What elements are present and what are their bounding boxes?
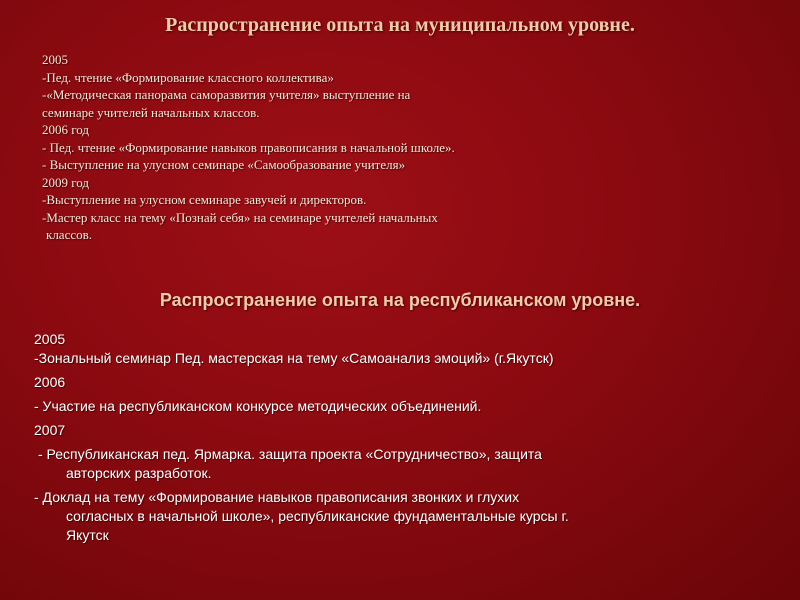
- municipal-experience-list: [42, 51, 662, 244]
- municipal-line: 2006 год: [42, 122, 89, 137]
- municipal-line: 2009 год: [42, 174, 89, 190]
- republic-level-title: Распространение опыта на республиканском уровне.: [159, 290, 641, 310]
- municipal-line: -Мастер класс на тему «Познай себя» на семинаре учителей начальных: [42, 209, 438, 225]
- republic-line: Якутск: [66, 527, 109, 543]
- municipal-level-title: Распространение опыта на муниципальном уровне.: [165, 14, 635, 36]
- republic-line: - Доклад на тему «Формирование навыков правописания звонких и глухих: [34, 489, 520, 505]
- republic-line: согласных в начальной школе», республиканские фундаментальные курсы г.: [66, 508, 569, 524]
- municipal-line: - Выступление на улусном семинаре «Самообразование учителя»: [42, 157, 406, 172]
- republic-line: -Зональный семинар Пед. мастерская на тему «Самоанализ эмоций» (г.Якутск): [34, 350, 554, 366]
- republic-experience-list: [34, 330, 774, 545]
- republic-line: 2007: [34, 422, 66, 438]
- republic-line: - Республиканская пед. Ярмарка. защита проекта «Сотрудничество», защита: [38, 446, 542, 462]
- republic-line: 2005: [34, 331, 66, 347]
- republic-line: 2006: [34, 374, 66, 390]
- municipal-line: -Выступление на улусном семинаре завучей и директоров.: [42, 192, 367, 207]
- municipal-line: -«Методическая панорама саморазвития учителя» выступление на: [42, 87, 411, 102]
- municipal-line: классов.: [46, 227, 93, 242]
- municipal-line: -Пед. чтение «Формирование классного коллектива»: [42, 69, 334, 85]
- republic-line: авторских разработок.: [66, 465, 212, 481]
- municipal-line: семинаре учителей начальных классов.: [42, 104, 260, 120]
- municipal-line: 2005: [42, 52, 68, 67]
- municipal-line: - Пед. чтение «Формирование навыков правописания в начальной школе».: [42, 139, 455, 155]
- republic-line: - Участие на республиканском конкурсе методических объединений.: [34, 398, 482, 414]
